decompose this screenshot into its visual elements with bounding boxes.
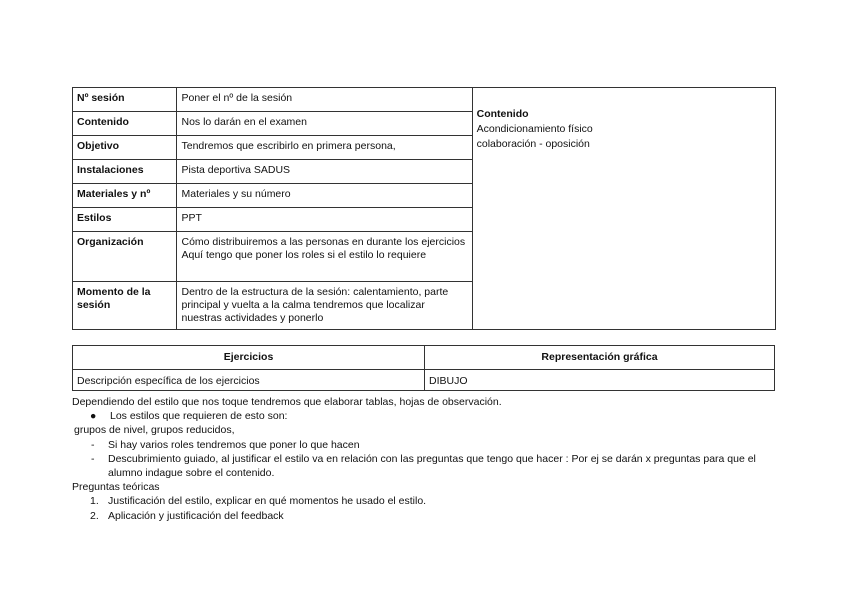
organization-line: Aquí tengo que poner los roles si el estilo lo requiere	[181, 249, 427, 261]
column-header: Ejercicios	[73, 346, 425, 370]
row-value: Pista deportiva SADUS	[177, 160, 472, 184]
bullet-icon: ●	[90, 410, 97, 423]
row-value	[177, 232, 472, 282]
row-value: Tendremos que escribirlo en primera persona,	[177, 136, 472, 160]
groups-text: grupos de nivel, grupos reducidos,	[74, 424, 235, 437]
content-line: Acondicionamiento físico	[476, 123, 593, 135]
table-cell: Descripción específica de los ejercicios	[73, 370, 425, 391]
list-item-text: Descubrimiento guiado, al justificar el estilo va en relación con las preguntas que tengo que hacer : Por ej se darán x preguntas para que el alumno indague sobre el contenido.	[108, 452, 756, 480]
content-line: colaboración - oposición	[476, 138, 590, 150]
list-item	[72, 509, 772, 523]
list-item	[72, 409, 772, 423]
notes	[72, 395, 772, 523]
list-item	[72, 452, 772, 480]
row-label: Contenido	[73, 112, 177, 136]
table-header-row	[73, 346, 775, 370]
column-header: Representación gráfica	[425, 346, 775, 370]
row-label: Organización	[73, 232, 177, 282]
dash-icon: -	[91, 438, 95, 451]
table-row	[73, 88, 776, 112]
row-value: Poner el nº de la sesión	[177, 88, 472, 112]
section-title: Preguntas teóricas	[72, 481, 160, 494]
list-number: 2.	[90, 509, 99, 522]
row-label: Objetivo	[73, 136, 177, 160]
row-label: Momento de la sesión	[73, 282, 177, 330]
list-item-text: Los estilos que requieren de esto son:	[110, 410, 288, 423]
list-item-text: Si hay varios roles tendremos que poner lo que hacen	[108, 438, 360, 451]
list-item-text: Aplicación y justificación del feedback	[108, 509, 284, 522]
row-value: Nos lo darán en el examen	[177, 112, 472, 136]
content-cell	[472, 88, 775, 330]
content-heading: Contenido	[476, 108, 529, 120]
organization-line: Cómo distribuiremos a las personas en durante los ejercicios	[181, 236, 466, 248]
exercise-table	[72, 345, 775, 391]
dash-icon: -	[91, 452, 95, 465]
row-label: Nº sesión	[73, 88, 177, 112]
session-table	[72, 87, 776, 330]
row-value: Materiales y su número	[177, 184, 472, 208]
list-item-text: Justificación del estilo, explicar en qué momentos he usado el estilo.	[108, 495, 427, 508]
row-label: Materiales y nº	[73, 184, 177, 208]
row-value: Dentro de la estructura de la sesión: calentamiento, parte principal y vuelta a la calma tendremos que localizar nuestras actividades y ponerlo	[177, 282, 472, 330]
row-value: PPT	[177, 208, 472, 232]
intro-text: Dependiendo del estilo que nos toque tendremos que elaborar tablas, hojas de observación.	[72, 396, 502, 408]
row-label: Instalaciones	[73, 160, 177, 184]
table-cell: DIBUJO	[425, 370, 775, 391]
list-item	[72, 438, 772, 452]
row-label: Estilos	[73, 208, 177, 232]
list-number: 1.	[90, 495, 99, 508]
table-row	[73, 370, 775, 391]
list-item	[72, 494, 772, 508]
